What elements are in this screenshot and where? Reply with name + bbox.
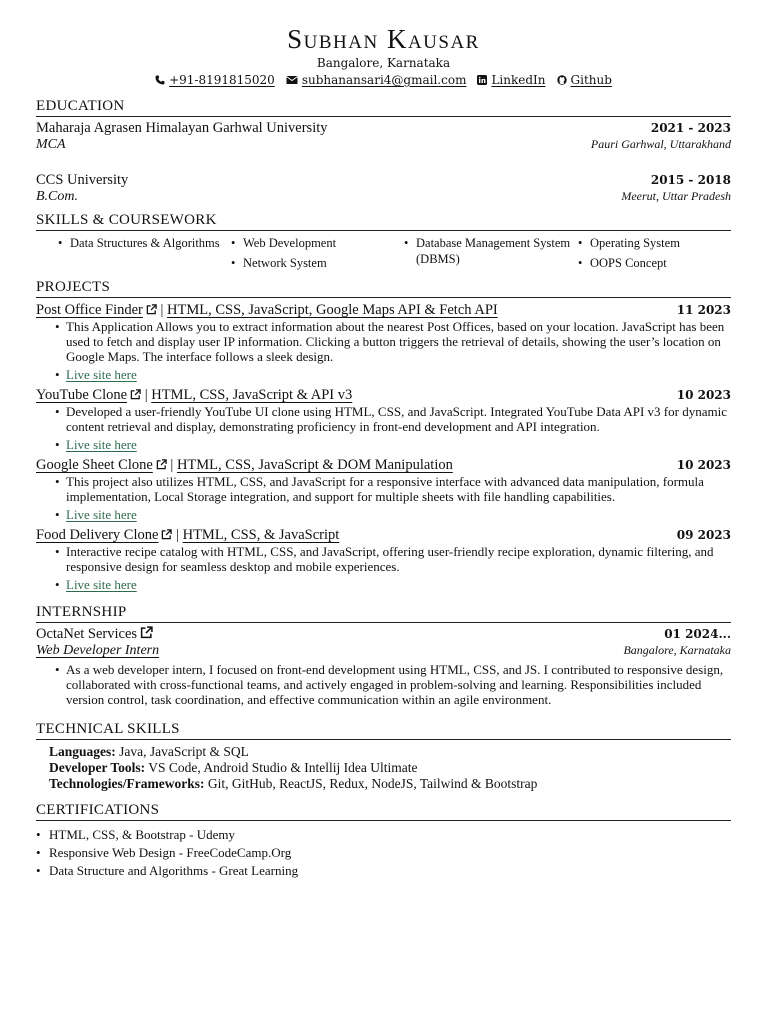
tools-label: Developer Tools: <box>49 760 146 775</box>
skills-column <box>404 235 578 275</box>
project-date: 11 2023 <box>676 303 731 317</box>
github-contact[interactable] <box>557 72 612 88</box>
skills-coursework-heading: SKILLS & COURSEWORK <box>36 211 731 231</box>
certifications-list <box>36 821 731 880</box>
project-description: • Developed a user-friendly YouTube UI clone using HTML, CSS, and JavaScript. Integrated YouTube Data API v3 for dynamic content retrieval and display, demonstrating proficiency in front-end development and API integration. <box>66 404 731 434</box>
languages-label: Languages: <box>49 744 116 759</box>
skills-column <box>58 235 231 275</box>
skill-item: • Data Structures & Algorithms <box>58 235 231 251</box>
candidate-location: Bangalore, Karnataka <box>316 56 451 70</box>
project-bullets <box>36 404 731 452</box>
certification-item: • HTML, CSS, & Bootstrap - Udemy <box>36 826 731 844</box>
degree: MCA <box>36 137 66 152</box>
live-site-link[interactable]: Live site here <box>66 367 137 382</box>
project-name[interactable]: Food Delivery Clone <box>36 527 159 543</box>
resume-header <box>36 22 731 88</box>
external-link-icon[interactable] <box>140 626 153 639</box>
email-contact[interactable] <box>286 72 467 88</box>
project-date: 10 2023 <box>676 458 731 472</box>
external-link-icon[interactable] <box>130 389 141 400</box>
linkedin-link: LinkedIn <box>491 73 546 87</box>
project-date: 09 2023 <box>676 528 731 542</box>
contact-bar <box>36 72 731 88</box>
phone-number: +91-8191815020 <box>169 73 275 87</box>
project-item <box>36 386 731 452</box>
live-site-link[interactable]: Live site here <box>66 437 137 452</box>
separator: | <box>170 457 177 473</box>
skills-column <box>578 235 738 275</box>
internship-role: Web Developer Intern <box>36 643 160 658</box>
project-description: • Interactive recipe catalog with HTML, CSS, and JavaScript, offering user-friendly recipe exploration, dynamic filtering, and responsive design for seamless desktop and mobile experiences. <box>66 544 731 574</box>
languages-value: Java, JavaScript & SQL <box>119 744 249 759</box>
education-heading: EDUCATION <box>36 97 731 117</box>
external-link-icon[interactable] <box>156 459 167 470</box>
certification-item: • Data Structure and Algorithms - Great Learning <box>36 862 731 880</box>
internship-location: Bangalore, Karnataka <box>623 643 731 657</box>
skills-column <box>231 235 404 275</box>
tools-row <box>49 760 731 776</box>
github-link: Github <box>570 73 612 87</box>
skills-coursework-grid <box>36 231 731 275</box>
education-dates: 2021 - 2023 <box>650 121 731 135</box>
frameworks-row <box>49 776 731 792</box>
skill-item: • Network System <box>231 255 404 271</box>
education-item <box>36 119 731 152</box>
project-bullets <box>36 319 731 382</box>
candidate-name: Subhan Kausar <box>287 24 480 54</box>
external-link-icon[interactable] <box>161 529 172 540</box>
project-tech: HTML, CSS, JavaScript & API v3 <box>151 387 353 403</box>
project-description: • This project also utilizes HTML, CSS, and JavaScript for a responsive interface with advanced data manipulation, formula implementation, Local Storage integration, and support for multiple sheets with file handling capabilities. <box>66 474 731 504</box>
skill-item: • Web Development <box>231 235 404 251</box>
institution-name: CCS University <box>36 172 129 188</box>
separator: | <box>176 527 183 543</box>
project-tech: HTML, CSS, JavaScript, Google Maps API & Fetch API <box>167 302 498 318</box>
github-icon <box>557 75 567 85</box>
external-link-icon[interactable] <box>146 304 157 315</box>
internship-heading: INTERNSHIP <box>36 603 731 623</box>
technical-skills-list <box>36 740 731 792</box>
internship-description: • As a web developer intern, I focused on front-end development using HTML, CSS, and JS. I contributed to responsive design, collaborated with cross-functional teams, and actively engaged in problem-solving and learning. Responsibilities included version control, task coordination, and effective communication within an agile environment. <box>66 662 731 707</box>
project-date: 10 2023 <box>676 388 731 402</box>
institution-name: Maharaja Agrasen Himalayan Garhwal University <box>36 120 328 136</box>
project-description: • This Application Allows you to extract information about the nearest Post Offices, based on your location. JavaScript has been used to fetch and display user IP information. Clicking a button triggers the retrieval of details, showing the user’s location on Google Maps. The interface follows a sleek design. <box>66 319 731 364</box>
projects-heading: PROJECTS <box>36 278 731 298</box>
technical-skills-heading: TECHNICAL SKILLS <box>36 720 731 740</box>
internship-bullets <box>36 662 731 707</box>
education-location: Pauri Garhwal, Uttarakhand <box>590 137 731 151</box>
phone-contact[interactable] <box>155 72 275 88</box>
frameworks-label: Technologies/Frameworks: <box>49 776 205 791</box>
skill-item: • OOPS Concept <box>578 255 738 271</box>
project-bullets <box>36 474 731 522</box>
internship-item <box>36 625 731 707</box>
live-site-link[interactable]: Live site here <box>66 507 137 522</box>
frameworks-value: Git, GitHub, ReactJS, Redux, NodeJS, Tailwind & Bootstrap <box>207 776 538 791</box>
project-name[interactable]: YouTube Clone <box>36 387 128 403</box>
skill-item: • Database Management System (DBMS) <box>404 235 578 267</box>
certifications-heading: CERTIFICATIONS <box>36 801 731 821</box>
project-item <box>36 526 731 592</box>
separator: | <box>144 387 152 403</box>
languages-row <box>49 744 731 760</box>
project-name[interactable]: Google Sheet Clone <box>36 457 153 473</box>
linkedin-contact[interactable] <box>477 72 545 88</box>
company-name: OctaNet Services <box>36 626 138 642</box>
education-location: Meerut, Uttar Pradesh <box>621 189 731 203</box>
phone-icon <box>155 75 165 85</box>
project-bullets <box>36 544 731 592</box>
education-list <box>36 119 731 204</box>
internship-date: 01 2024... <box>664 627 731 641</box>
live-site-link[interactable]: Live site here <box>66 577 137 592</box>
project-item <box>36 301 731 382</box>
email-address: subhanansari4@gmail.com <box>301 73 467 87</box>
linkedin-icon <box>477 75 487 85</box>
tools-value: VS Code, Android Studio & Intellij Idea Ultimate <box>148 760 418 775</box>
degree: B.Com. <box>36 189 78 204</box>
certification-item: • Responsive Web Design - FreeCodeCamp.Org <box>36 844 731 862</box>
project-item <box>36 456 731 522</box>
project-tech: HTML, CSS, & JavaScript <box>182 527 340 543</box>
skill-item: • Operating System <box>578 235 738 251</box>
separator: | <box>160 302 168 318</box>
envelope-icon <box>286 75 298 85</box>
project-tech: HTML, CSS, JavaScript & DOM Manipulation <box>176 457 453 473</box>
education-dates: 2015 - 2018 <box>650 173 731 187</box>
project-name[interactable]: Post Office Finder <box>36 302 143 318</box>
education-item <box>36 171 731 204</box>
